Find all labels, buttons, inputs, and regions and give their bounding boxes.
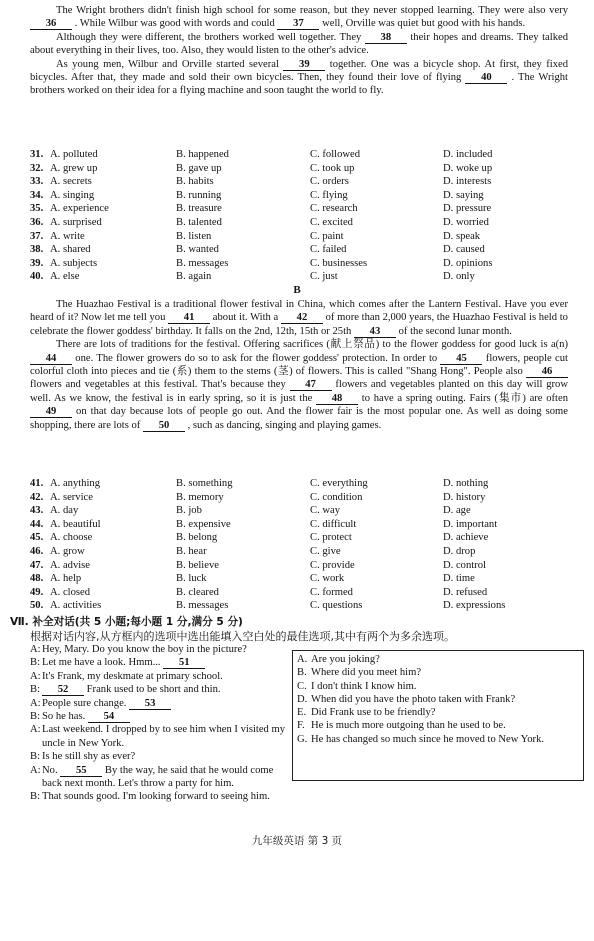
option-b[interactable]: B. happened bbox=[176, 149, 229, 160]
option-b[interactable]: B. cleared bbox=[176, 586, 219, 598]
question-options-row bbox=[30, 189, 570, 203]
answer-blank[interactable]: 52 bbox=[42, 684, 84, 696]
option-c[interactable]: C. condition bbox=[310, 491, 363, 503]
passage-text: of more than 2,000 years, the Huazhao Festival is held to celebrate the flower goddess' birthday. It falls on the 2nd, 12th, 15th or 25th bbox=[30, 312, 568, 337]
option-a[interactable]: A. polluted bbox=[50, 149, 98, 160]
option-c[interactable]: C. excited bbox=[310, 216, 353, 228]
box-option-text: He is much more outgoing than he used to be. bbox=[311, 720, 506, 732]
option-b[interactable]: B. job bbox=[176, 505, 202, 517]
option-d[interactable]: D. pressure bbox=[443, 203, 492, 215]
question-options-row bbox=[30, 518, 570, 532]
passage-text: . The Wright brothers worked on their idea for a flying machine and soon taught the world to fly. bbox=[30, 72, 568, 97]
option-d[interactable]: D. only bbox=[443, 271, 475, 283]
box-option[interactable] bbox=[297, 719, 579, 732]
options-b-list bbox=[30, 477, 570, 613]
question-options-row bbox=[30, 572, 570, 586]
answer-blank[interactable]: 42 bbox=[281, 312, 323, 324]
question-options-row bbox=[30, 559, 570, 573]
question-number: 46. bbox=[30, 545, 44, 557]
option-a[interactable]: A. advise bbox=[50, 559, 91, 571]
answer-blank[interactable]: 48 bbox=[316, 393, 358, 405]
page-footer: 九年级英语 第 3 页 bbox=[251, 835, 343, 847]
option-b[interactable]: B. messages bbox=[176, 600, 229, 612]
passage-text: well, Orville was quiet but good with his hands. bbox=[319, 18, 526, 30]
passage-text: together. One was a bicycle shop. At first, they fixed bicycles. After that, they made and sold their own bicycles. Then, they found their love of flying bbox=[30, 58, 568, 84]
question-options-row bbox=[30, 531, 570, 545]
option-c[interactable]: C. provide bbox=[310, 559, 355, 571]
option-d[interactable]: D. important bbox=[443, 518, 498, 530]
option-c[interactable]: C. businesses bbox=[310, 257, 368, 269]
answer-blank[interactable]: 47 bbox=[290, 379, 332, 391]
section7-heading: Ⅶ. 补全对话(共 5 小题;每小题 1 分,满分 5 分) bbox=[10, 616, 243, 628]
option-b[interactable]: B. messages bbox=[176, 257, 229, 269]
option-a[interactable]: A. anything bbox=[50, 478, 101, 489]
option-c[interactable]: C. followed bbox=[310, 149, 361, 160]
question-options-row bbox=[30, 504, 570, 518]
answer-blank[interactable]: 49 bbox=[30, 406, 72, 418]
passage-text: Hey, Mary. Do you know the boy in the picture? bbox=[42, 644, 247, 655]
passage-text: one. The flower growers do so to ask for the flower goddess' protection. In order to bbox=[72, 352, 441, 364]
question-number: 36. bbox=[30, 216, 44, 228]
question-options-row bbox=[30, 586, 570, 600]
question-options-row bbox=[30, 243, 570, 257]
answer-blank[interactable]: 43 bbox=[354, 326, 396, 338]
option-d[interactable]: D. control bbox=[443, 559, 486, 571]
option-b[interactable]: B. running bbox=[176, 189, 222, 201]
option-a[interactable]: A. grew up bbox=[50, 162, 98, 174]
option-c[interactable]: C. paint bbox=[310, 230, 344, 242]
option-d[interactable]: D. time bbox=[443, 573, 475, 585]
dialogue-line bbox=[30, 710, 288, 723]
option-d[interactable]: D. speak bbox=[443, 230, 481, 242]
option-b[interactable]: B. something bbox=[176, 478, 233, 489]
question-options-row bbox=[30, 545, 570, 559]
speaker-label: B: bbox=[30, 657, 41, 669]
option-a[interactable]: A. experience bbox=[50, 203, 109, 215]
box-option-text: Where did you meet him? bbox=[311, 667, 422, 679]
box-option-letter: F. bbox=[297, 720, 305, 732]
passage-text: on that day because lots of people go out. And the flower fair is the most popular one. As well as doing some shopping, there are lots of bbox=[30, 406, 568, 431]
options-box bbox=[292, 650, 584, 781]
passage-b bbox=[30, 298, 568, 432]
option-d[interactable]: D. opinions bbox=[443, 257, 493, 269]
question-options-row bbox=[30, 202, 570, 216]
passage-text: flowers and vegetables planted on this day will grow well. As we know, the festival is in early spring, so it is just the bbox=[30, 379, 568, 404]
box-option-text: When did you have the photo taken with Frank? bbox=[311, 693, 516, 705]
option-a[interactable]: A. surprised bbox=[50, 216, 102, 228]
option-b[interactable]: B. talented bbox=[176, 216, 222, 228]
question-number: 37. bbox=[30, 230, 44, 242]
passage-text: about it. With a bbox=[210, 312, 281, 324]
box-option-letter: A. bbox=[297, 654, 308, 665]
question-number: 45. bbox=[30, 532, 44, 544]
option-a[interactable]: A. beautiful bbox=[50, 518, 101, 530]
option-b[interactable]: B. believe bbox=[176, 559, 219, 571]
passage-text: Although they were different, the brothers worked well together. They bbox=[56, 31, 365, 43]
option-a[interactable]: A. shared bbox=[50, 244, 91, 256]
option-c[interactable]: C. just bbox=[310, 271, 338, 283]
question-number: 43. bbox=[30, 505, 44, 517]
answer-blank[interactable]: 41 bbox=[168, 312, 210, 324]
option-d[interactable]: D. age bbox=[443, 505, 471, 517]
option-d[interactable]: D. included bbox=[443, 149, 493, 160]
box-option[interactable] bbox=[297, 653, 579, 666]
passage-text: . While Wilbur was good with words and could bbox=[72, 18, 278, 30]
speaker-label: B: bbox=[30, 751, 41, 763]
option-d[interactable]: D. saying bbox=[443, 189, 484, 201]
option-c[interactable]: C. give bbox=[310, 545, 341, 557]
option-c[interactable]: C. everything bbox=[310, 478, 368, 489]
question-options-row bbox=[30, 270, 570, 284]
passage-text: Is he still shy as ever? bbox=[42, 751, 136, 763]
option-c[interactable]: C. formed bbox=[310, 586, 353, 598]
paragraph bbox=[30, 338, 568, 432]
passage-text: their hopes and dreams. They talked about everything in their lives, too. Also, they would listen to the other's advice. bbox=[30, 31, 568, 57]
speaker-label: A: bbox=[30, 697, 41, 709]
question-options-row bbox=[30, 216, 570, 230]
passage-text: No. bbox=[42, 764, 61, 776]
passage-text: By the way, he said that he would come back next month. Let's throw a party for him. bbox=[42, 764, 274, 790]
option-a[interactable]: A. grow bbox=[50, 545, 85, 557]
box-option-letter: G. bbox=[297, 733, 308, 745]
speaker-label: A: bbox=[30, 764, 41, 776]
question-number: 35. bbox=[30, 203, 44, 215]
dialogue-line bbox=[30, 723, 288, 750]
speaker-label: B: bbox=[30, 791, 41, 803]
option-c[interactable]: C. questions bbox=[310, 600, 363, 612]
option-c[interactable]: C. flying bbox=[310, 189, 348, 201]
option-b[interactable]: B. listen bbox=[176, 230, 212, 242]
option-d[interactable]: D. refused bbox=[443, 586, 488, 598]
option-d[interactable]: D. drop bbox=[443, 545, 476, 557]
option-a[interactable]: A. choose bbox=[50, 532, 93, 544]
box-option[interactable] bbox=[297, 680, 579, 693]
paragraph bbox=[30, 58, 568, 98]
question-number: 49. bbox=[30, 586, 44, 598]
option-d[interactable]: D. worried bbox=[443, 216, 489, 228]
question-number: 44. bbox=[30, 518, 44, 530]
question-number: 33. bbox=[30, 176, 44, 188]
passage-text: There are lots of traditions for the festival. Offering sacrifices (献上祭品) to the flower goddess for good luck is a(n) bbox=[56, 339, 568, 351]
option-c[interactable]: C. research bbox=[310, 203, 358, 215]
option-d[interactable]: D. expressions bbox=[443, 600, 506, 612]
box-option-text: He has changed so much since he moved to New York. bbox=[311, 733, 545, 745]
question-number: 39. bbox=[30, 257, 44, 269]
option-b[interactable]: B. luck bbox=[176, 573, 207, 585]
option-c[interactable]: C. failed bbox=[310, 244, 347, 256]
passage-text: flowers, people cut colorful cloth into pieces and tie (系) them to the stems (茎) of flowers. This is called "Shang Hong". People also bbox=[30, 352, 568, 378]
option-d[interactable]: D. nothing bbox=[443, 478, 489, 489]
option-b[interactable]: B. hear bbox=[176, 545, 207, 557]
box-option[interactable] bbox=[297, 733, 579, 746]
answer-blank[interactable]: 53 bbox=[129, 698, 171, 710]
option-d[interactable]: D. achieve bbox=[443, 532, 489, 544]
answer-blank[interactable]: 46 bbox=[526, 366, 568, 378]
question-number: 38. bbox=[30, 244, 44, 256]
passage-text: of the second lunar month. bbox=[395, 325, 512, 337]
box-option-letter: E. bbox=[297, 707, 307, 719]
speaker-label: A: bbox=[30, 724, 41, 736]
box-option-letter: D. bbox=[297, 693, 308, 705]
box-option-letter: C. bbox=[297, 680, 307, 692]
box-option[interactable] bbox=[297, 693, 579, 706]
box-option[interactable] bbox=[297, 666, 579, 679]
question-number: 48. bbox=[30, 573, 44, 585]
dialogue-line bbox=[30, 764, 288, 791]
question-options-row bbox=[30, 230, 570, 244]
question-number: 50. bbox=[30, 600, 44, 612]
option-d[interactable]: D. history bbox=[443, 491, 486, 503]
passage-text: Last weekend. I dropped by to see him when I visited my uncle in New York. bbox=[42, 724, 286, 749]
option-b[interactable]: B. expensive bbox=[176, 518, 231, 530]
question-options-row bbox=[30, 491, 570, 505]
question-number: 42. bbox=[30, 491, 44, 503]
passage-a bbox=[30, 4, 568, 98]
question-options-row bbox=[30, 257, 570, 271]
passage-text: The Wright brothers didn't finish high school for some reason, but they never stopped learning. They were also very bbox=[56, 5, 568, 16]
option-a[interactable]: A. day bbox=[50, 505, 79, 517]
option-d[interactable]: D. woke up bbox=[443, 162, 493, 174]
dialogue-line bbox=[30, 656, 288, 669]
question-options-row bbox=[30, 599, 570, 613]
question-options-row bbox=[30, 175, 570, 189]
paragraph bbox=[30, 4, 568, 31]
passage-text: Frank used to be short and thin. bbox=[84, 684, 221, 696]
question-options-row bbox=[30, 162, 570, 176]
option-a[interactable]: A. write bbox=[50, 230, 85, 242]
speaker-label: A: bbox=[30, 670, 41, 682]
paragraph bbox=[30, 298, 568, 338]
passage-text: So he has. bbox=[42, 711, 88, 723]
paragraph bbox=[30, 31, 568, 58]
option-b[interactable]: B. wanted bbox=[176, 244, 219, 256]
passage-text: As young men, Wilbur and Orville started several bbox=[56, 58, 284, 70]
passage-text: The Huazhao Festival is a traditional flower festival in China, which comes after the Lantern Festival. Have you ever heard of it? Now let me tell you bbox=[30, 299, 568, 324]
answer-blank[interactable]: 38 bbox=[365, 32, 407, 44]
section-b-letter: B bbox=[293, 284, 301, 296]
passage-text: , such as dancing, singing and playing games. bbox=[184, 419, 382, 431]
answer-blank[interactable]: 50 bbox=[143, 420, 185, 432]
dialogue bbox=[30, 643, 288, 804]
dialogue-line bbox=[30, 750, 288, 763]
option-b[interactable]: B. again bbox=[176, 271, 212, 283]
speaker-label: B: bbox=[30, 711, 41, 723]
dialogue-line bbox=[30, 683, 288, 696]
option-a[interactable]: A. subjects bbox=[50, 257, 98, 269]
option-a[interactable]: A. else bbox=[50, 271, 80, 283]
option-c[interactable]: C. difficult bbox=[310, 518, 357, 530]
question-number: 34. bbox=[30, 189, 44, 201]
answer-blank[interactable]: 54 bbox=[88, 711, 130, 723]
option-c[interactable]: C. work bbox=[310, 573, 345, 585]
option-b[interactable]: B. habits bbox=[176, 176, 214, 188]
answer-blank[interactable]: 44 bbox=[30, 353, 72, 365]
option-b[interactable]: B. memory bbox=[176, 491, 224, 503]
passage-text: to have a spring outing. Fairs (集市) are often bbox=[358, 392, 568, 404]
passage-text: It's Frank, my deskmate at primary school. bbox=[42, 670, 223, 682]
question-number: 41. bbox=[30, 478, 44, 489]
dialogue-line bbox=[30, 790, 288, 803]
passage-text: People sure change. bbox=[42, 697, 130, 709]
option-c[interactable]: C. way bbox=[310, 505, 341, 517]
question-number: 31. bbox=[30, 149, 44, 160]
option-c[interactable]: C. orders bbox=[310, 176, 349, 188]
option-a[interactable]: A. secrets bbox=[50, 176, 92, 188]
question-options-row bbox=[30, 477, 570, 491]
answer-blank[interactable]: 37 bbox=[277, 18, 319, 30]
answer-blank[interactable]: 55 bbox=[60, 765, 102, 777]
passage-text: Let me have a look. Hmm... bbox=[42, 657, 164, 669]
dialogue-line bbox=[30, 670, 288, 683]
passage-text: flowers and vegetables at this festival. That's because they bbox=[30, 379, 290, 391]
option-c[interactable]: C. protect bbox=[310, 532, 352, 544]
dialogue-line bbox=[30, 643, 288, 656]
box-option-text: Are you joking? bbox=[311, 654, 380, 665]
question-number: 47. bbox=[30, 559, 44, 571]
answer-blank[interactable]: 45 bbox=[440, 353, 482, 365]
answer-blank[interactable]: 39 bbox=[283, 59, 325, 71]
box-option[interactable] bbox=[297, 706, 579, 719]
option-c[interactable]: C. took up bbox=[310, 162, 355, 174]
section7-instruction: 根据对话内容,从方框内的选项中选出能填入空白处的最佳选项,其中有两个为多余选项。 bbox=[30, 630, 455, 643]
options-a-list bbox=[30, 148, 570, 284]
box-option-letter: B. bbox=[297, 667, 307, 679]
dialogue-line bbox=[30, 697, 288, 710]
answer-blank[interactable]: 51 bbox=[163, 657, 205, 669]
box-option-text: Did Frank use to be friendly? bbox=[311, 707, 436, 719]
option-a[interactable]: A. singing bbox=[50, 189, 95, 201]
option-b[interactable]: B. belong bbox=[176, 532, 218, 544]
option-a[interactable]: A. activities bbox=[50, 600, 102, 612]
option-d[interactable]: D. caused bbox=[443, 244, 485, 256]
question-number: 32. bbox=[30, 162, 44, 174]
option-d[interactable]: D. interests bbox=[443, 176, 492, 188]
box-option-text: I don't think I know him. bbox=[311, 680, 417, 692]
option-b[interactable]: B. treasure bbox=[176, 203, 222, 215]
speaker-label: B: bbox=[30, 684, 41, 696]
option-b[interactable]: B. gave up bbox=[176, 162, 222, 174]
speaker-label: A: bbox=[30, 644, 41, 655]
answer-blank[interactable]: 36 bbox=[30, 18, 72, 30]
option-a[interactable]: A. service bbox=[50, 491, 93, 503]
option-a[interactable]: A. closed bbox=[50, 586, 91, 598]
answer-blank[interactable]: 40 bbox=[465, 72, 507, 84]
question-number: 40. bbox=[30, 271, 44, 283]
option-a[interactable]: A. help bbox=[50, 573, 82, 585]
question-options-row bbox=[30, 148, 570, 162]
passage-text: That sounds good. I'm looking forward to seeing him. bbox=[42, 791, 270, 803]
